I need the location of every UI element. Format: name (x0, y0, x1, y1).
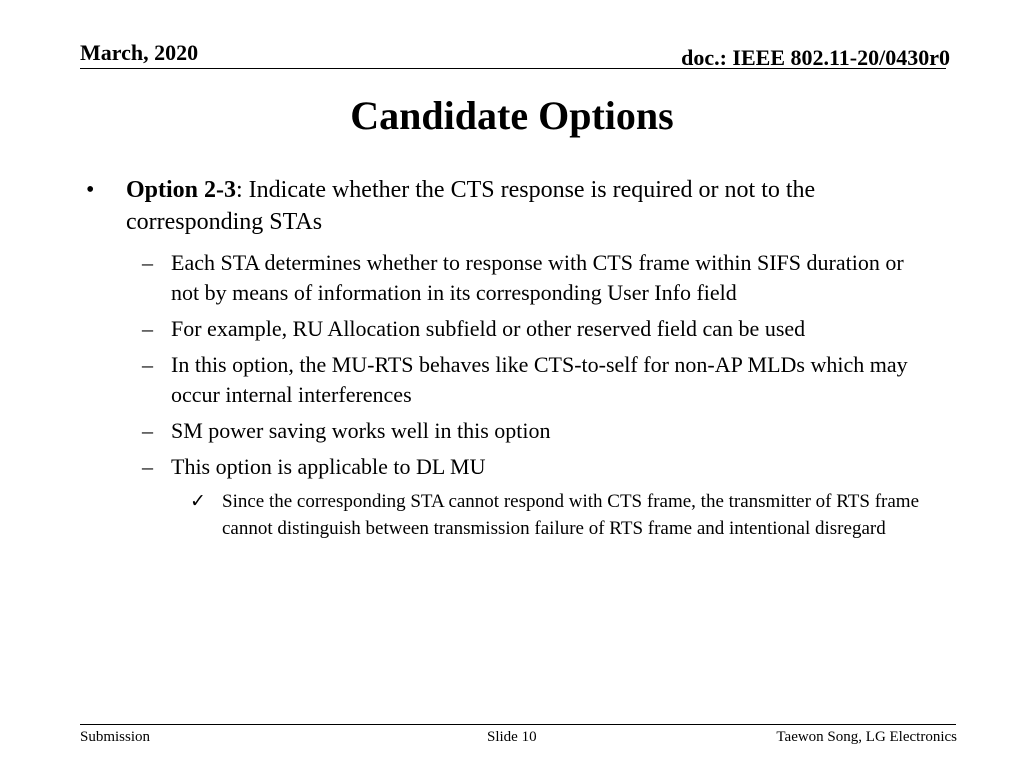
header-date: March, 2020 (80, 40, 199, 65)
note-text: Since the corresponding STA cannot respond with CTS frame, the transmitter of RTS frame cannot distinguish between transmission failure of RTS frame and intentional disregard (222, 491, 920, 539)
sub-bullet (0, 350, 931, 410)
sub-bullet (0, 248, 931, 308)
sub-bullet-text: For example, RU Allocation subfield or other reserved field can be used (171, 316, 806, 341)
sub-bullet-text: This option is applicable to DL MU (171, 454, 486, 479)
header-doc-id: doc.: IEEE 802.11-20/0430r0 (681, 45, 950, 70)
slide-content (0, 174, 1024, 542)
footer-submission: Submission (80, 729, 151, 745)
sub-bullet-text: In this option, the MU-RTS behaves like CTS-to-self for non-AP MLDs which may occur internal interferences (171, 352, 908, 407)
option-description: : Indicate whether the CTS response is required or not to the corresponding STAs (126, 177, 816, 235)
dash-marker: – (142, 418, 153, 443)
sub-bullet (0, 416, 931, 446)
note-bullet (0, 488, 942, 542)
dash-marker: – (142, 454, 153, 479)
footer-author: Taewon Song, LG Electronics (776, 729, 957, 745)
dash-marker: – (142, 352, 153, 377)
slide-title: Candidate Options (350, 93, 674, 138)
footer-divider (80, 724, 956, 725)
sub-bullet (0, 314, 931, 344)
bullet-option-2-3 (0, 174, 916, 238)
footer-slide-number: Slide 10 (487, 729, 537, 745)
sub-bullet-text: Each STA determines whether to response with CTS frame within SIFS duration or not by means of information in its corresponding User Info field (171, 250, 904, 305)
bullet-dot: • (86, 177, 95, 203)
dash-marker: – (142, 250, 153, 275)
header-divider (80, 68, 946, 69)
dash-marker: – (142, 316, 153, 341)
sub-bullet-text: SM power saving works well in this option (171, 418, 551, 443)
option-label: Option 2-3 (126, 177, 237, 203)
checkmark-icon: ✓ (190, 491, 206, 512)
sub-bullet (0, 452, 931, 482)
